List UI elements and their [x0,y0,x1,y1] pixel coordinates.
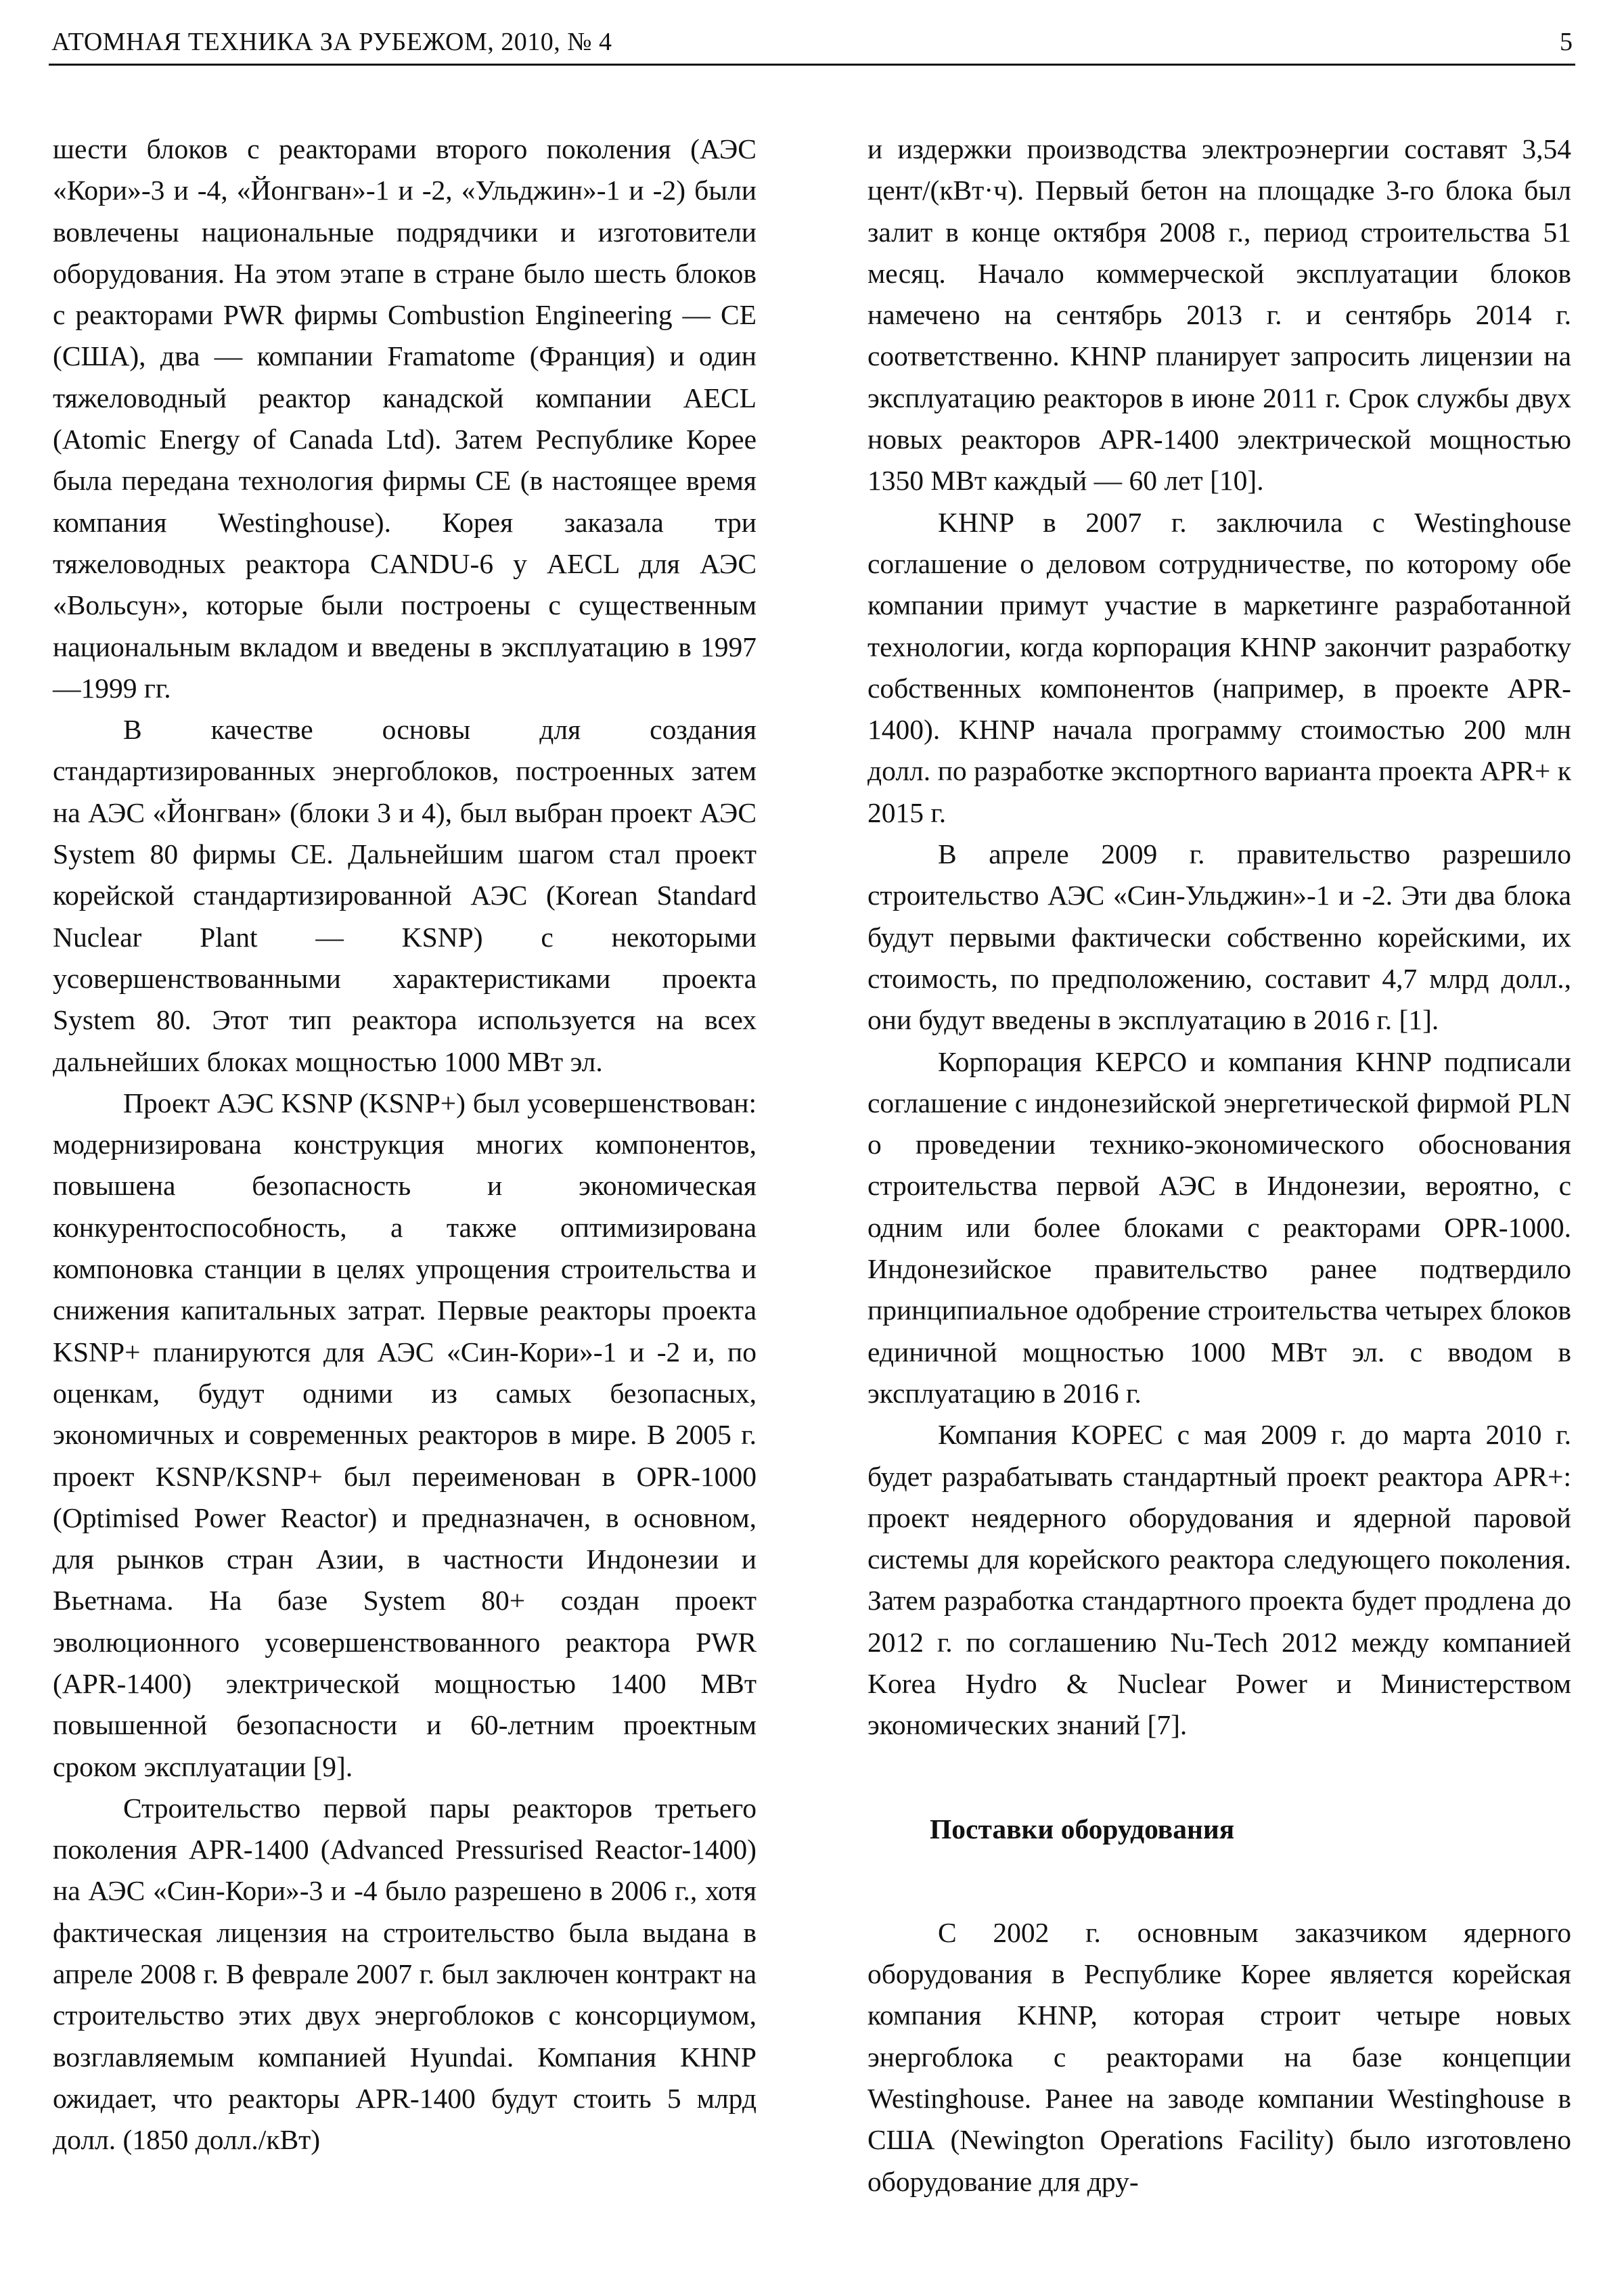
paragraph: KHNP в 2007 г. заключила с Westinghouse соглашение о деловом сотрудничестве, по которому обе компании примут участие в маркетинге разработанной технологии, когда корпорация KHNP закончит разработку собственных компонентов (например, в проекте APR-1400). KHNP начала программу стоимостью 200 млн долл. по разработке экспортного варианта проекта APR+ к 2015 г. [867,506,1571,828]
left-column [53,129,757,2161]
right-column [867,129,1571,2203]
paragraph: Корпорация KEPCO и компания KHNP подписали соглашение с индонезийской энергетической фирмой PLN о проведении технико-экономического обоснования строительства первой АЭС в Индонезии, вероятно, с одним или более блоками с реакторами OPR-1000. Индонезийское правительство ранее подтвердило принципиальное одобрение строительства четырех блоков единичной мощностью 1000 МВт эл. с вводом в эксплуатацию в 2016 г. [867,1045,1571,1409]
journal-title: АТОМНАЯ ТЕХНИКА ЗА РУБЕЖОМ, 2010, № 4 [51,28,612,56]
paragraph: Строительство первой пары реакторов третьего поколения APR-1400 (Advanced Pressurised Reactor-1400) на АЭС «Син-Кори»-3 и -4 было разрешено в 2006 г., хотя фактическая лицензия на строительство была выдана в апреле 2008 г. В феврале 2007 г. был заключен контракт на строительство этих двух энергоблоков с консорциумом, возглавляемым компанией Hyundai. Компания KHNP ожидает, что реакторы APR-1400 будут стоить 5 млрд долл. (1850 долл./кВт) [53,1792,757,2156]
paragraph: В качестве основы для создания стандартизированных энергоблоков, построенных затем на АЭС «Йонгван» (блоки 3 и 4), был выбран проект АЭС System 80 фирмы CE. Дальнейшим шагом стал проект корейской стандартизированной АЭС (Korean Standard Nuclear Plant — KSNP) с некоторыми усовершенствованными характеристиками проекта System 80. Этот тип реактора используется на всех дальнейших блоках мощностью 1000 МВт эл. [53,714,757,1077]
paragraph: С 2002 г. основным заказчиком ядерного оборудования в Республике Корее является корейская компания KHNP, которая строит четыре новых энергоблока с реакторами на базе концепции Westinghouse. Ранее на заводе компании Westinghouse в США (Newington Operations Facility) было изготовлено оборудование для дру- [867,1916,1571,2197]
paragraph: В апреле 2009 г. правительство разрешило строительство АЭС «Син-Ульджин»-1 и -2. Эти два блока будут первыми фактически собственно корейскими, их стоимость, по предположению, составит 4,7 млрд долл., они будут введены в эксплуатацию в 2016 г. [1]. [867,838,1571,1036]
running-header [49,23,1575,66]
paragraph: и издержки производства электроэнергии составят 3,54 цент/(кВт·ч). Первый бетон на площадке 3-го блока был залит в конце октября 2008 г., период строительства 51 месяц. Начало коммерческой эксплуатации блоков намечено на сентябрь 2013 г. и сентябрь 2014 г. соответственно. KHNP планирует запросить лицензии на эксплуатацию реакторов в июне 2011 г. Срок службы двух новых реакторов APR-1400 электрической мощностью 1350 МВт каждый — 60 лет [10]. [867,133,1571,497]
page-number: 5 [1560,28,1573,56]
paragraph: шести блоков с реакторами второго поколения (АЭС «Кори»-3 и -4, «Йонгван»-1 и -2, «Ульджин»-1 и -2) были вовлечены национальные подрядчики и изготовители оборудования. На этом этапе в стране было шесть блоков с реакторами PWR фирмы Combustion Engineering — CE (США), два — компании Framatome (Франция) и один тяжеловодный реактор канадской компании AECL (Atomic Energy of Canada Ltd). Затем Республике Корее была передана технология фирмы CE (в настоящее время компания Westinghouse). Корея заказала три тяжеловодных реактора CANDU-6 у AECL для АЭС «Вольсун», которые были построены с существенным национальным вкладом и введены в эксплуатацию в 1997—1999 гг. [53,133,757,704]
paragraph: Компания KOPEC с мая 2009 г. до марта 2010 г. будет разрабатывать стандартный проект реактора APR+: проект неядерного оборудования и ядерной паровой системы для корейского реактора следующего поколения. Затем разработка стандартного проекта будет продлена до 2012 г. по соглашению Nu-Tech 2012 между компанией Korea Hydro & Nuclear Power и Министерством экономических знаний [7]. [867,1419,1571,1741]
paragraph: Проект АЭС KSNP (KSNP+) был усовершенствован: модернизирована конструкция многих компонентов, повышена безопасность и экономическая конкурентоспособность, а также оптимизирована компоновка станции в целях упрощения строительства и снижения капитальных затрат. Первые реакторы проекта KSNP+ планируются для АЭС «Син-Кори»-1 и -2 и, по оценкам, будут одними из самых безопасных, экономичных и современных реакторов в мире. В 2005 г. проект KSNP/KSNP+ был переименован в OPR-1000 (Optimised Power Reactor) и предназначен, в основном, для рынков стран Азии, в частности Индонезии и Вьетнама. На базе System 80+ создан проект эволюционного усовершенствованного реактора PWR (APR-1400) электрической мощностью 1400 МВт повышенной безопасности и 60-летним проектным сроком эксплуатации [9]. [53,1087,757,1782]
section-heading: Поставки оборудования [930,1813,1235,1845]
